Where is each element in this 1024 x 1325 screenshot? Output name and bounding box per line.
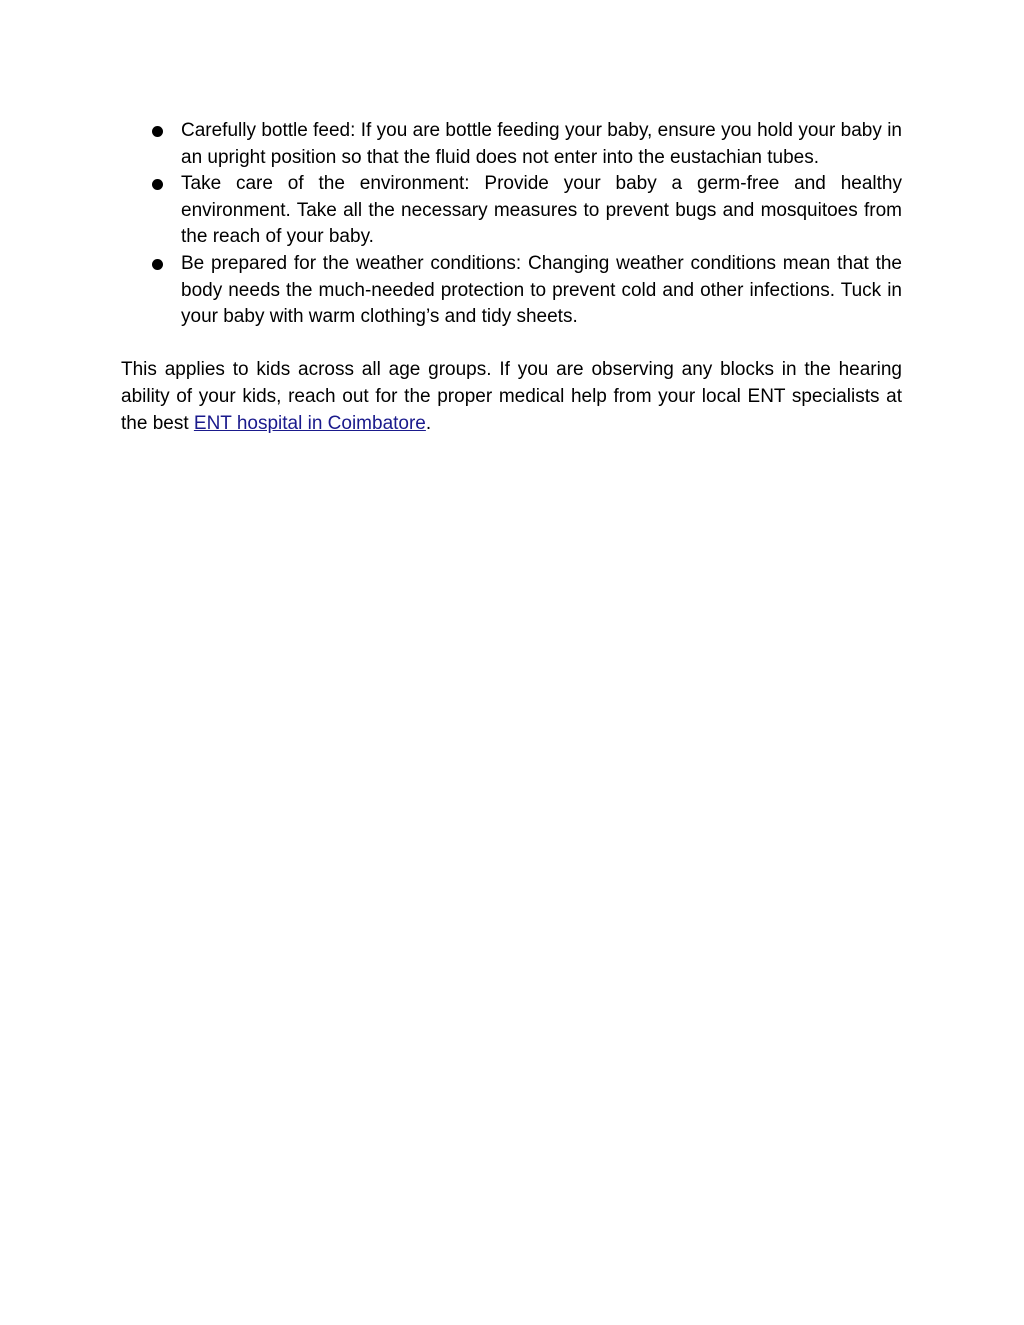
bullet-icon bbox=[152, 126, 163, 137]
closing-text: This applies to kids across all age groups. If you are observing any blocks in the hearing ability of your kids, reach out for the proper medical help from your local ENT specialists at the best bbox=[121, 359, 902, 434]
list-item-text: Carefully bottle feed: If you are bottle feeding your baby, ensure you hold your baby in an upright position so that the fluid does not enter into the eustachian tubes. bbox=[181, 120, 902, 168]
list-item-text: Take care of the environment: Provide your baby a germ-free and healthy environment. Take all the necessary measures to prevent bugs and mosquitoes from the reach of your baby. bbox=[181, 173, 902, 248]
list-item bbox=[121, 251, 902, 331]
document-body bbox=[121, 118, 902, 437]
tips-list bbox=[121, 118, 902, 331]
list-item bbox=[121, 118, 902, 171]
list-item bbox=[121, 171, 902, 251]
bullet-icon bbox=[152, 259, 163, 270]
list-item-text: Be prepared for the weather conditions: Changing weather conditions mean that the body needs the much-needed protection to prevent cold and other infections. Tuck in your baby with warm clothing’s and tidy sheets. bbox=[181, 252, 902, 328]
ent-hospital-link[interactable]: ENT hospital in Coimbatore bbox=[193, 412, 426, 434]
bullet-icon bbox=[152, 179, 163, 190]
closing-suffix: . bbox=[425, 412, 432, 434]
closing-paragraph bbox=[121, 357, 902, 437]
